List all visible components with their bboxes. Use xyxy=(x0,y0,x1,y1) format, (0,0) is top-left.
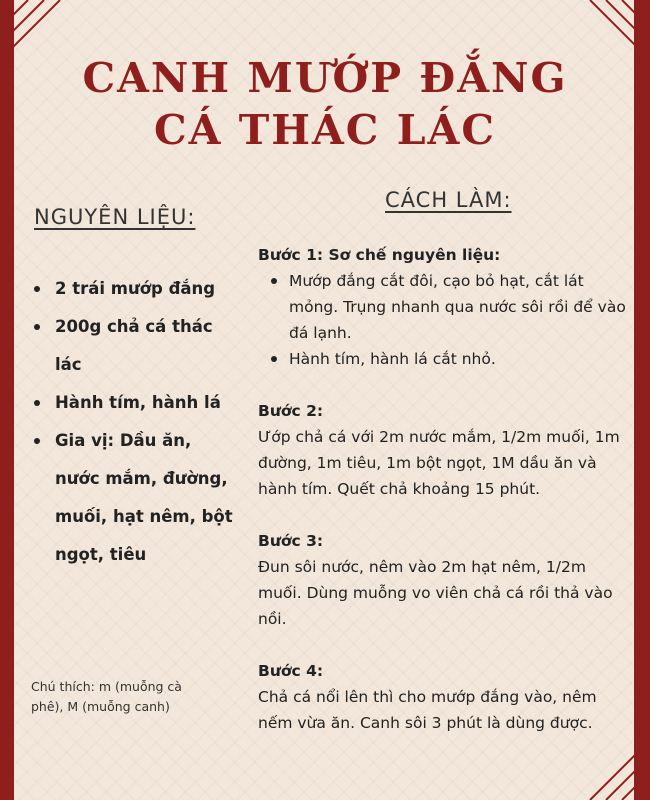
ingredients-list xyxy=(34,270,234,574)
step-4 xyxy=(258,658,628,736)
step-3-title: Bước 3: xyxy=(258,532,324,550)
ingredients-heading: NGUYÊN LIỆU: xyxy=(34,205,196,229)
step-2-title: Bước 2: xyxy=(258,402,324,420)
step-1-bullet: Hành tím, hành lá cắt nhỏ. xyxy=(258,346,628,372)
step-3 xyxy=(258,528,628,632)
ingredient-item: 2 trái mướp đắng xyxy=(34,270,234,308)
ingredient-item: Gia vị: Dầu ăn, nước mắm, đường, muối, hạt nêm, bột ngọt, tiêu xyxy=(34,422,234,574)
step-1 xyxy=(258,242,628,372)
method-steps xyxy=(258,242,628,762)
step-1-bullets xyxy=(258,268,628,372)
step-2 xyxy=(258,398,628,502)
step-1-bullet: Mướp đắng cắt đôi, cạo bỏ hạt, cắt lát mỏng. Trụng nhanh qua nước sôi rồi để vào đá lạnh. xyxy=(258,268,628,346)
ingredient-item: 200g chả cá thác lác xyxy=(34,308,234,384)
step-3-text: Đun sôi nước, nêm vào 2m hạt nêm, 1/2m muối. Dùng muỗng vo viên chả cá rồi thả vào nồi. xyxy=(258,558,613,628)
step-1-title: Bước 1: Sơ chế nguyên liệu: xyxy=(258,246,501,264)
step-4-title: Bước 4: xyxy=(258,662,324,680)
recipe-title-line-1: CANH MƯỚP ĐẮNG xyxy=(82,54,568,102)
method-heading: CÁCH LÀM: xyxy=(385,188,512,212)
recipe-title-line-2: CÁ THÁC LÁC xyxy=(154,106,496,154)
footnote: Chú thích: m (muỗng cà phê), M (muỗng canh) xyxy=(31,679,182,714)
step-4-text: Chả cá nổi lên thì cho mướp đắng vào, nêm nếm vừa ăn. Canh sôi 3 phút là dùng được. xyxy=(258,688,597,732)
ingredient-item: Hành tím, hành lá xyxy=(34,384,234,422)
recipe-title xyxy=(0,52,650,156)
step-2-text: Ướp chả cá với 2m nước mắm, 1/2m muối, 1m đường, 1m tiêu, 1m bột ngọt, 1M dầu ăn và hành tím. Quết chả khoảng 15 phút. xyxy=(258,428,620,498)
